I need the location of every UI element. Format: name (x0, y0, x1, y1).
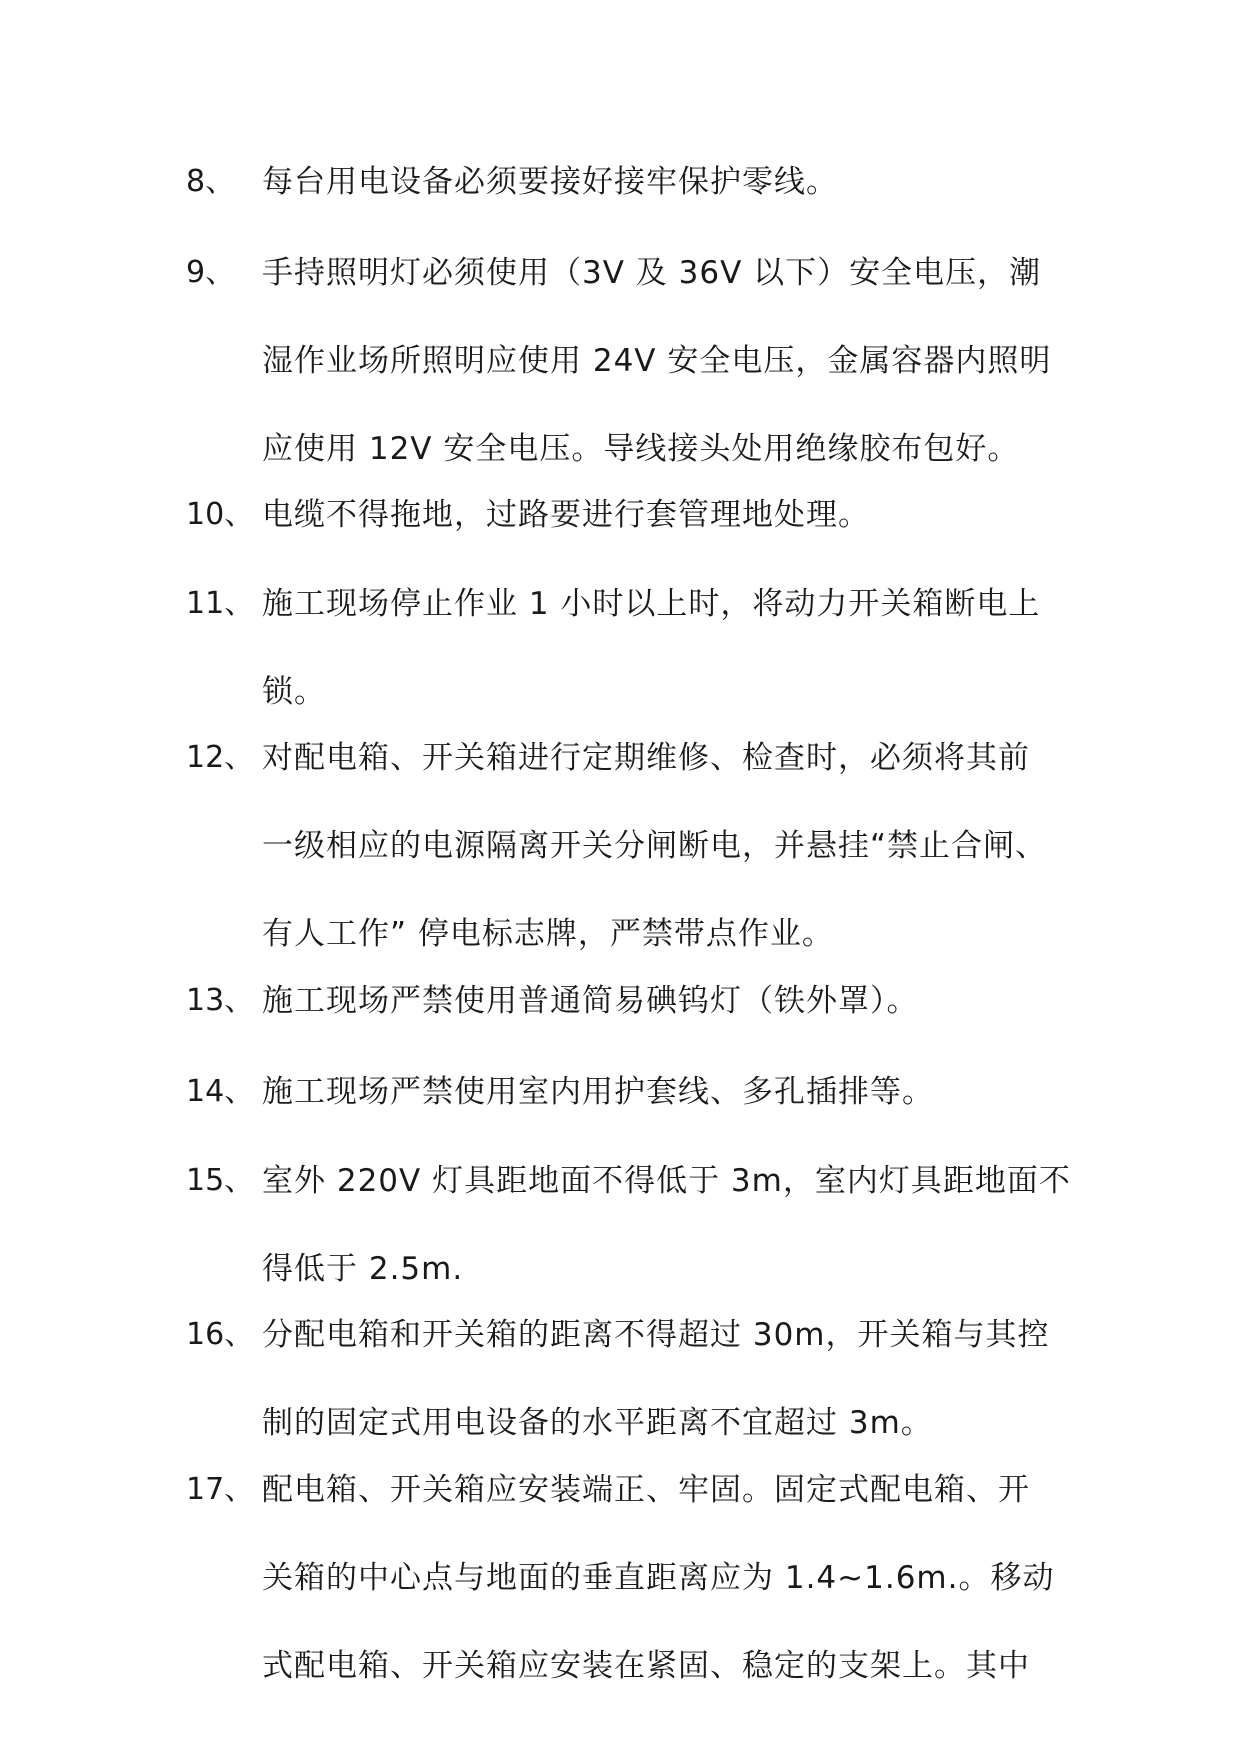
item-text (262, 138, 1062, 226)
item-text (262, 229, 1062, 493)
item-number: 13、 (186, 983, 255, 1018)
text-line: 式配电箱、开关箱应安装在紧固、稳定的支架上。其中 (262, 1648, 1030, 1684)
item-number: 11、 (186, 586, 255, 621)
item-text (262, 1137, 1071, 1313)
text-line: 配电箱、开关箱应安装端正、牢固。固定式配电箱、开 (262, 1472, 1030, 1508)
item-number: 10、 (186, 497, 255, 532)
text-line: 关箱的中心点与地面的垂直距离应为 1.4~1.6m.。移动 (262, 1560, 1055, 1596)
text-line: 施工现场停止作业 1 小时以上时，将动力开关箱断电上 (262, 586, 1041, 622)
item-number: 17、 (186, 1472, 255, 1507)
text-line: 湿作业场所照明应使用 24V 安全电压，金属容器内照明 (262, 343, 1052, 379)
text-line: 得低于 2.5m. (262, 1251, 464, 1287)
item-text (262, 1446, 1062, 1710)
text-line: 每台用电设备必须要接好接牢保护零线。 (262, 164, 838, 200)
text-line: 应使用 12V 安全电压。导线接头处用绝缘胶布包好。 (262, 431, 1020, 467)
text-line: 施工现场严禁使用室内用护套线、多孔插排等。 (262, 1074, 934, 1110)
item-number: 14、 (186, 1074, 255, 1109)
item-text (262, 957, 1062, 1045)
item-text (262, 1291, 1062, 1467)
text-line: 施工现场严禁使用普通简易碘钨灯（铁外罩）。 (262, 983, 919, 1019)
item-number: 12、 (186, 740, 255, 775)
text-line: 室外 220V 灯具距地面不得低于 3m，室内灯具距地面不 (262, 1163, 1071, 1199)
item-number: 15、 (186, 1163, 255, 1198)
text-line: 锁。 (262, 674, 326, 710)
text-line: 分配电箱和开关箱的距离不得超过 30m，开关箱与其控 (262, 1317, 1050, 1353)
item-number: 8、 (186, 164, 236, 199)
text-line: 手持照明灯必须使用（3V 及 36V 以下）安全电压，潮 (262, 255, 1042, 291)
text-line: 制的固定式用电设备的水平距离不宜超过 3m。 (262, 1405, 933, 1441)
item-text (262, 1048, 1062, 1136)
text-line: 对配电箱、开关箱进行定期维修、检查时，必须将其前 (262, 740, 1030, 776)
item-text (262, 471, 1062, 559)
text-line: 有人工作” 停电标志牌，严禁带点作业。 (262, 916, 834, 952)
item-number: 9、 (186, 255, 236, 290)
item-text (262, 560, 1062, 736)
text-line: 一级相应的电源隔离开关分闸断电，并悬挂“禁止合闸、 (262, 828, 1048, 864)
item-number: 16、 (186, 1317, 255, 1352)
text-line: 电缆不得拖地，过路要进行套管理地处理。 (262, 497, 870, 533)
item-text (262, 714, 1062, 978)
